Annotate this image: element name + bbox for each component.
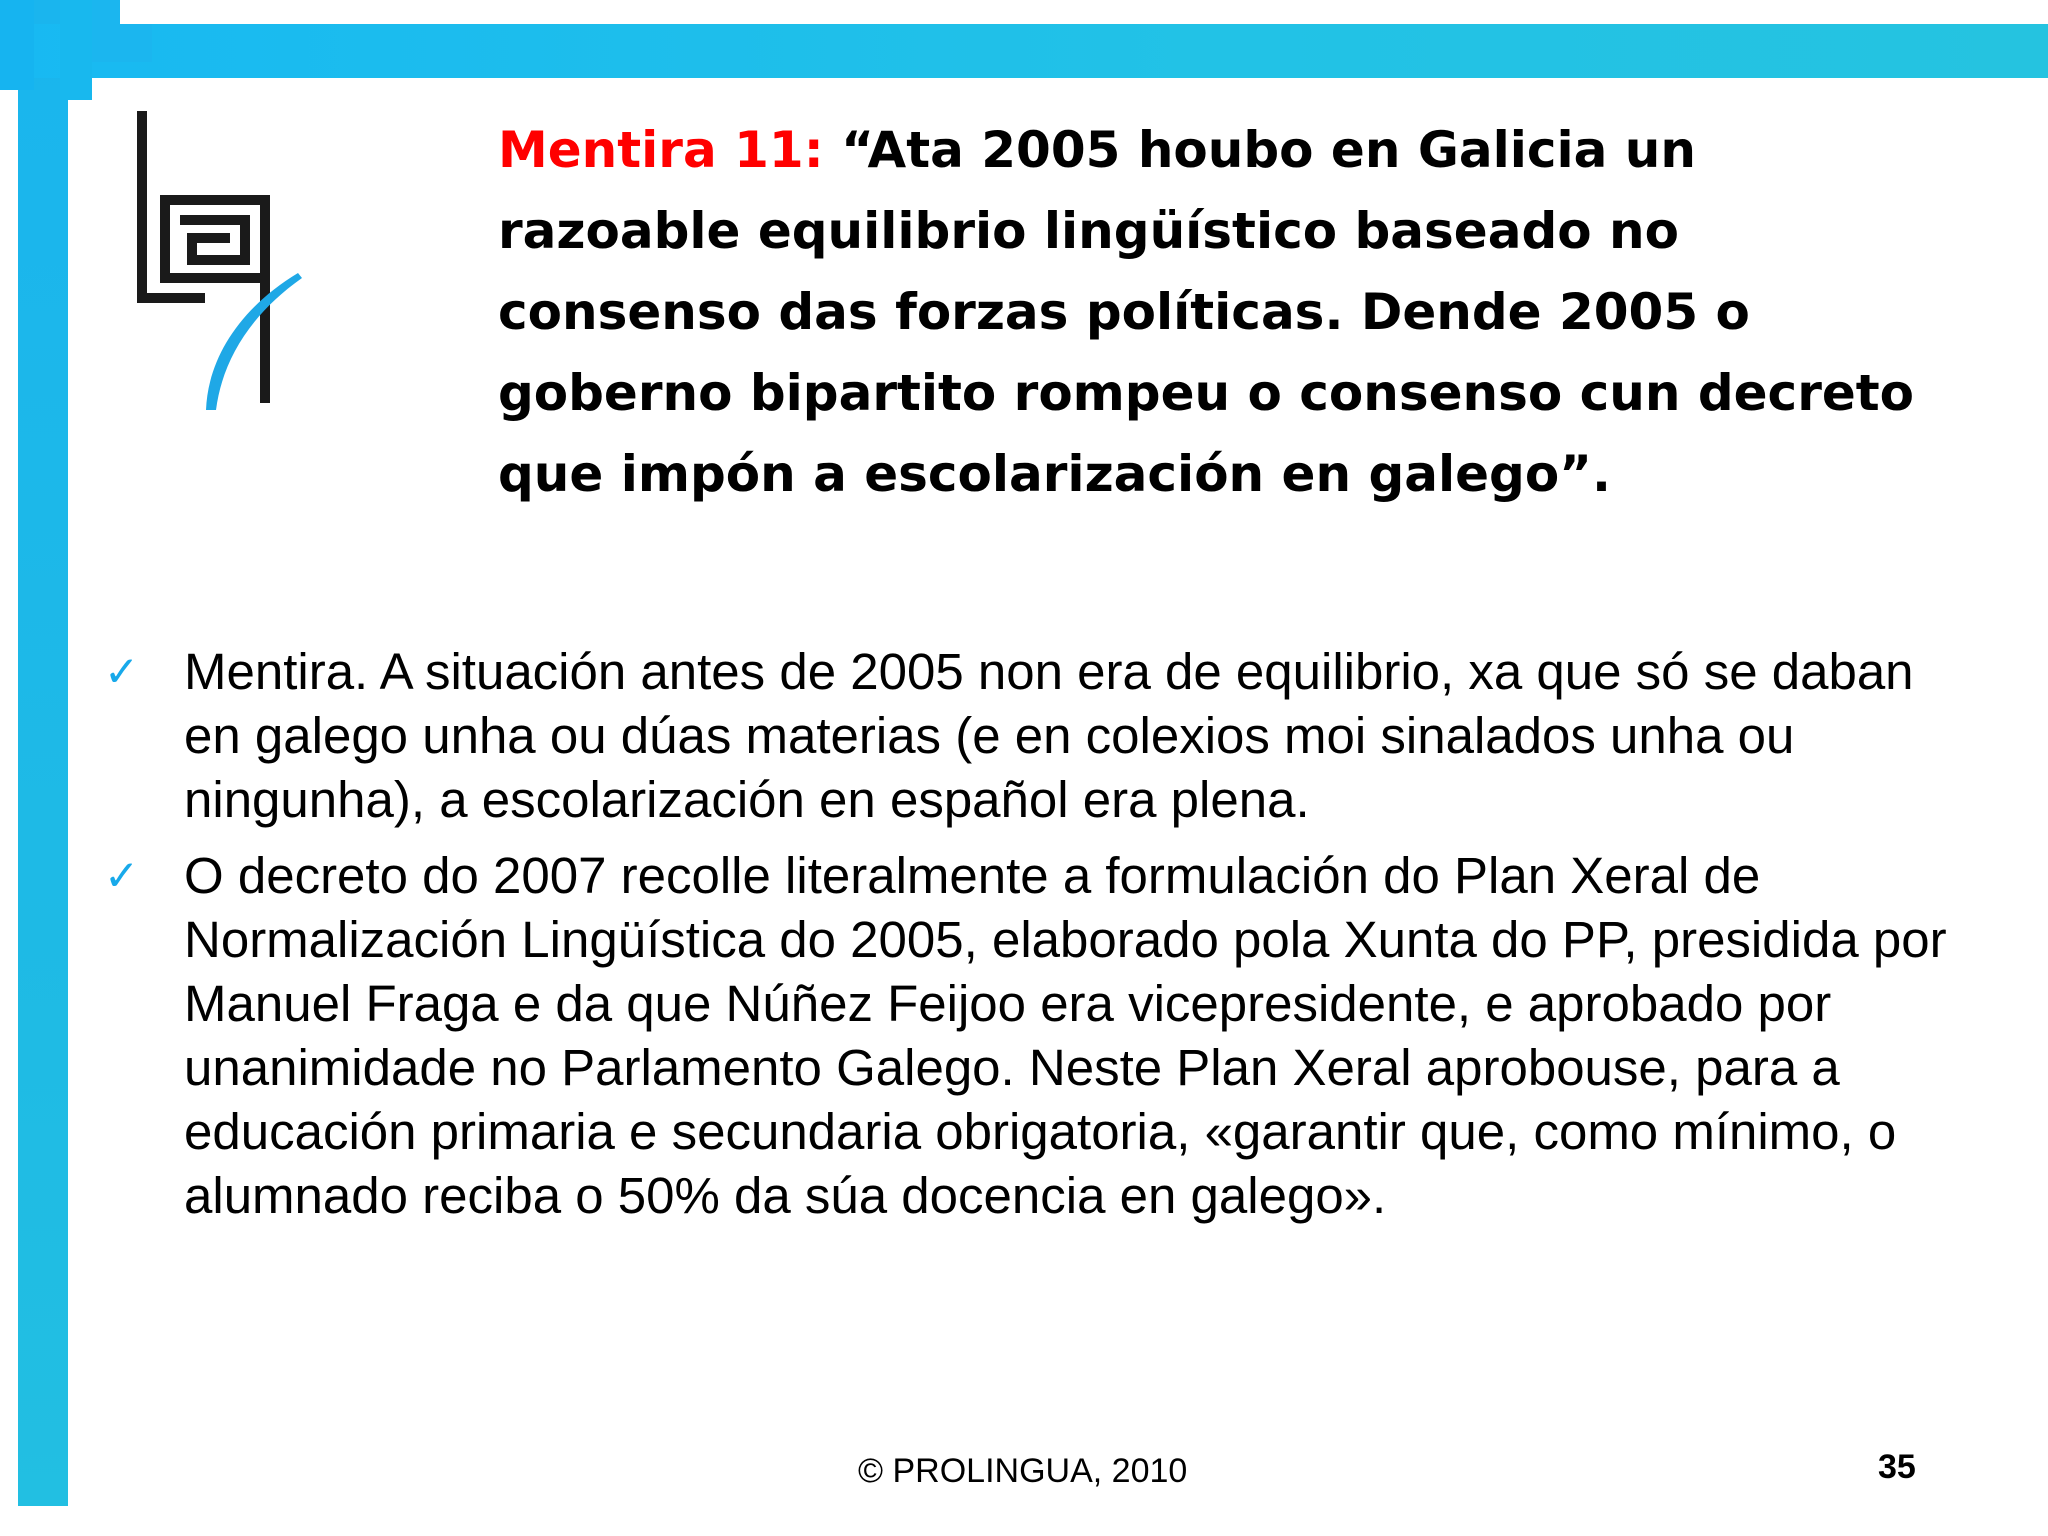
bullet-list [100, 640, 1980, 1240]
page-number: 35 [1878, 1448, 1916, 1486]
corner-square [0, 0, 34, 90]
corner-notch [120, 0, 154, 24]
list-item [100, 844, 1980, 1228]
checkmark-icon: ✓ [104, 851, 140, 900]
lie-number-label: Mentira 11: [498, 121, 824, 179]
bullet-text: O decreto do 2007 recolle literalmente a formulación do Plan Xeral de Normalización Lingüística do 2005, elaborado pola Xunta do PP, presidida por Manuel Fraga e da que Núñez Feijoo era vicepresidente, e aprobado por unanimidade no Parlamento Galego. Neste Plan Xeral aprobouse, para a educación primaria e secundaria obrigatoria, «garantir que, como mínimo, o alumnado reciba o 50% da súa docencia en galego». [184, 847, 1947, 1224]
corner-square [60, 0, 92, 100]
bullet-text: Mentira. A situación antes de 2005 non era de equilibrio, xa que só se daban en galego unha ou dúas materias (e en colexios moi sinalados unha ou ningunha), a escolarización en español era plena. [184, 643, 1914, 828]
slide-title [498, 110, 1938, 515]
lie-statement: “Ata 2005 houbo en Galicia un razoable equilibrio lingüístico baseado no consenso das forzas políticas. Dende 2005 o goberno bipartito rompeu o consenso cun decreto que impón a escolarización en galego”. [498, 121, 1915, 503]
list-item [100, 640, 1980, 832]
prolingua-logo-icon [130, 108, 310, 418]
footer-copyright: © PROLINGUA, 2010 [858, 1452, 1188, 1490]
top-frame-bar [0, 24, 2048, 78]
left-frame-bar [18, 0, 68, 1506]
checkmark-icon: ✓ [104, 647, 140, 696]
